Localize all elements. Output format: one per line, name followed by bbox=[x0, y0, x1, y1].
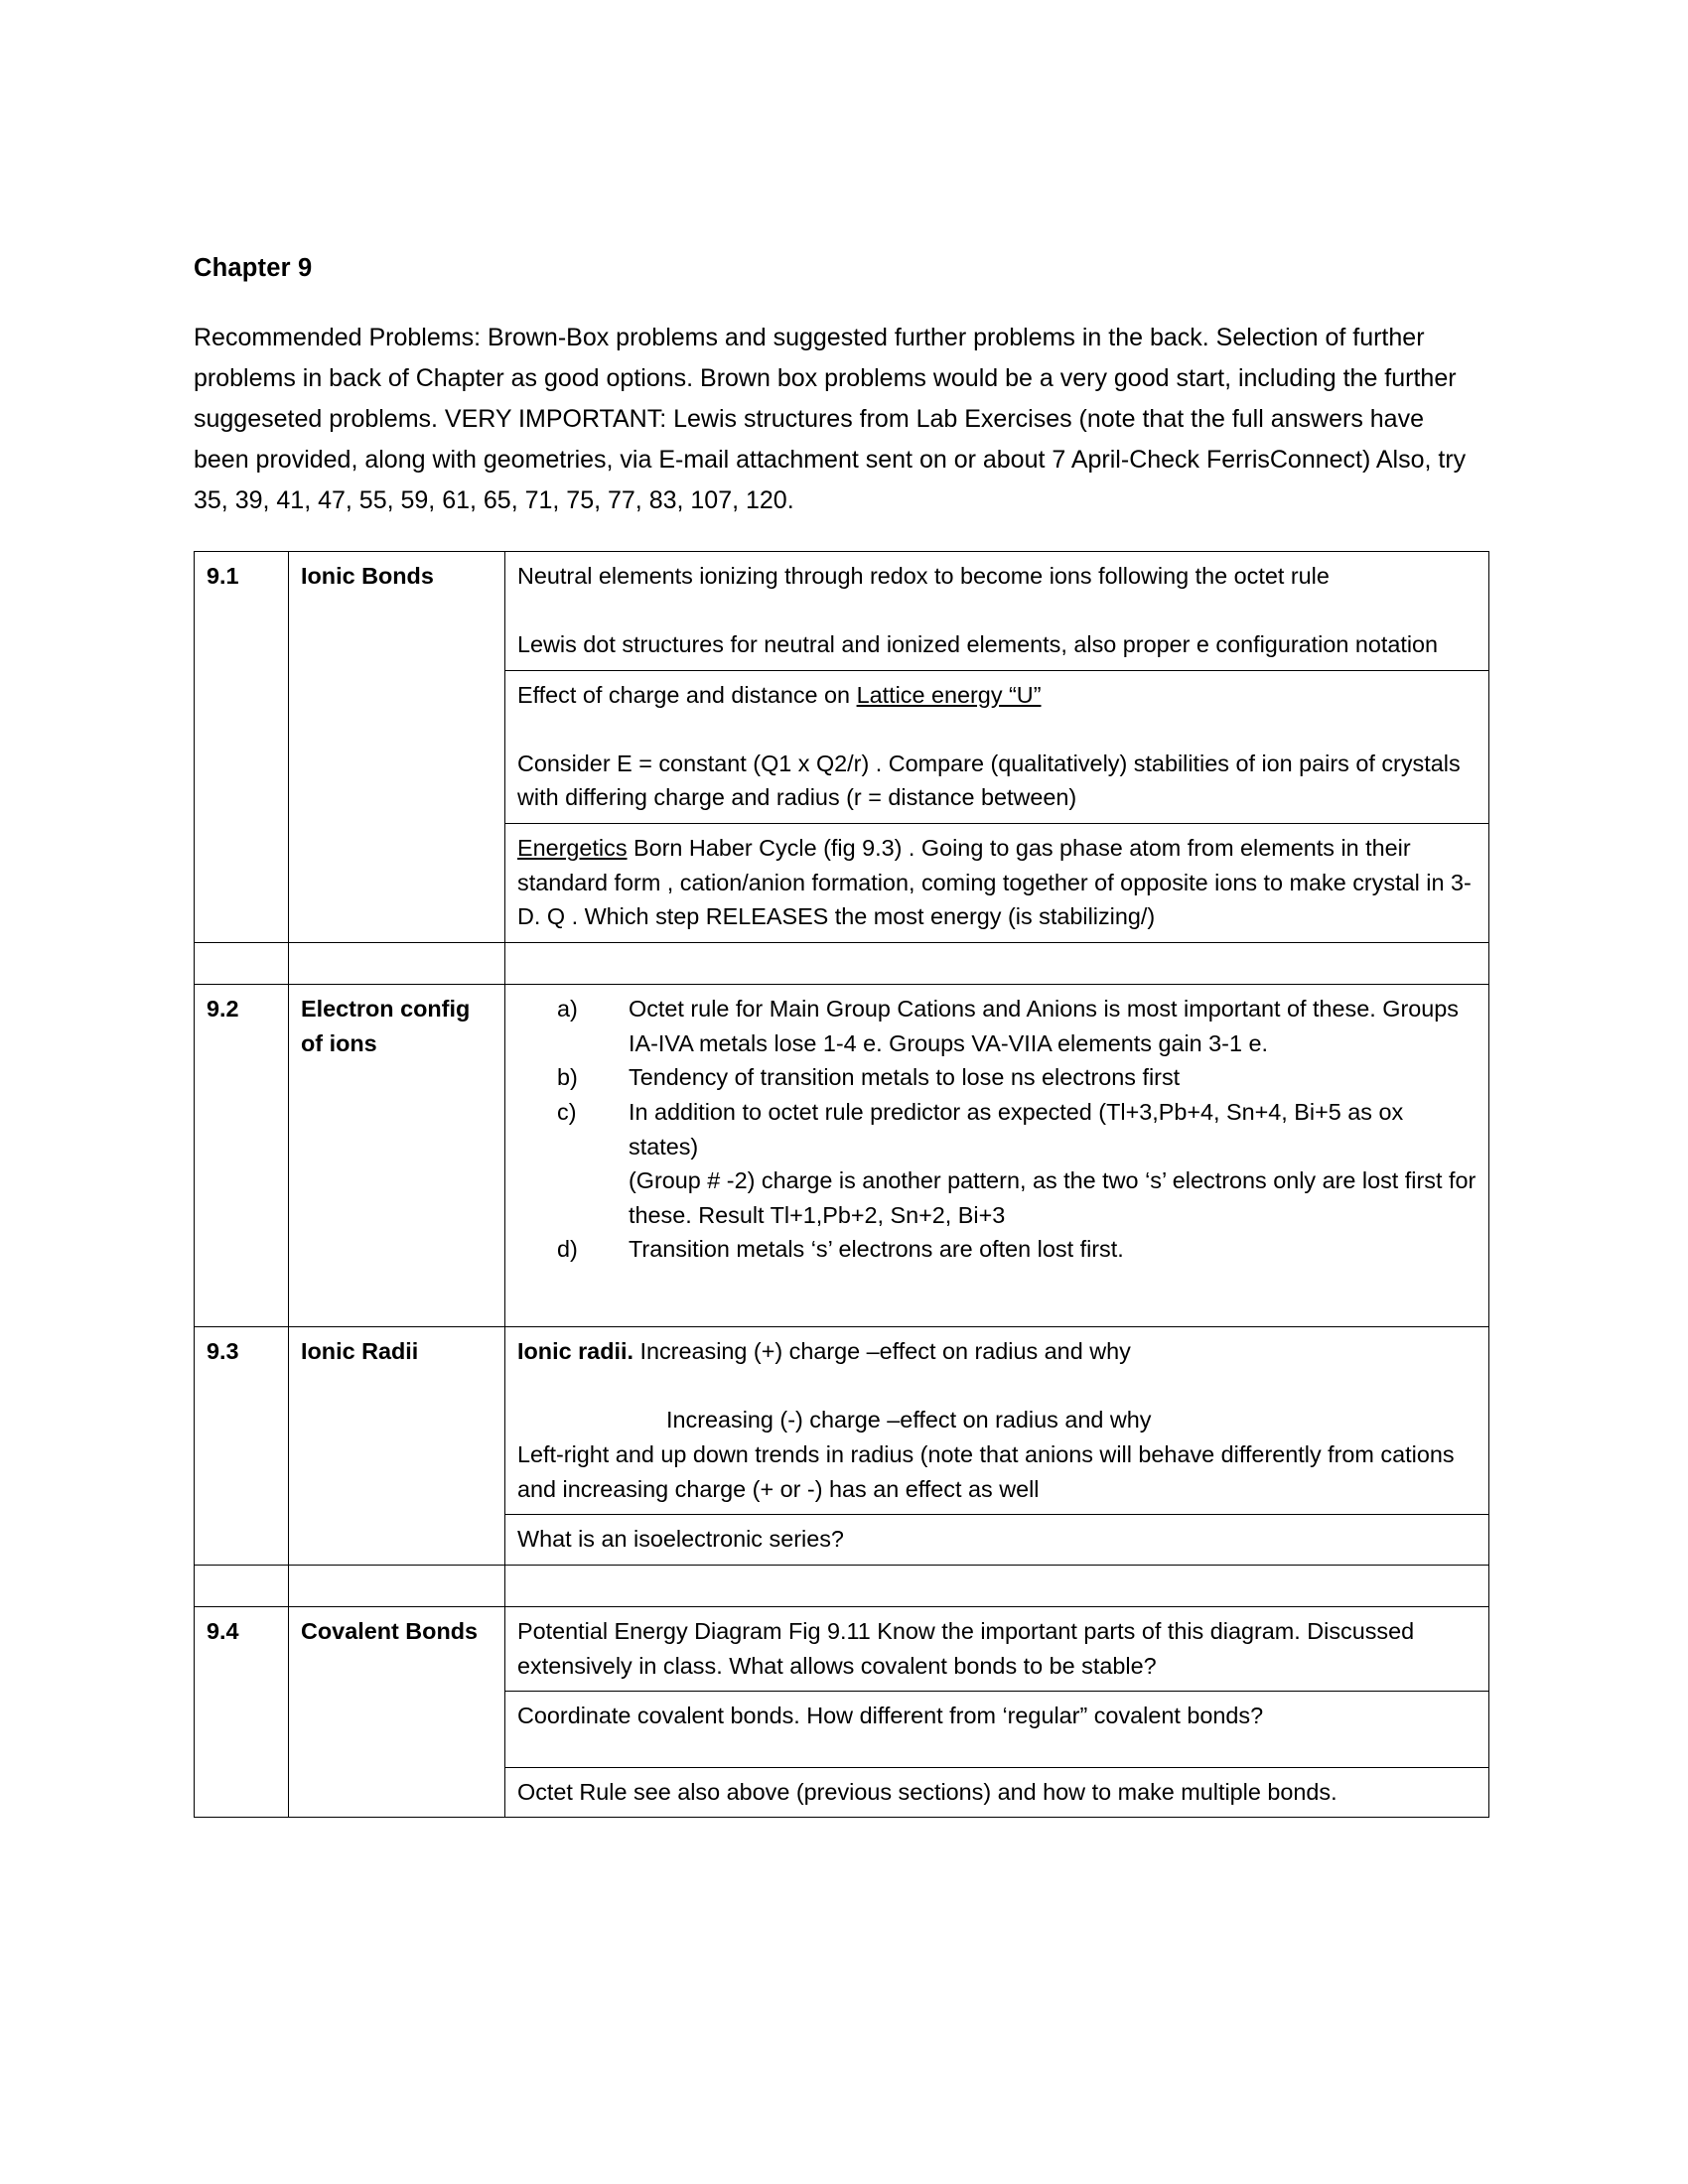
section-topic-9-3: Ionic Radii bbox=[289, 1327, 505, 1566]
lettered-list bbox=[517, 992, 1478, 1267]
list-item-text: Tendency of transition metals to lose ns electrons first bbox=[629, 1064, 1181, 1091]
table-spacer-row bbox=[195, 942, 1489, 984]
ionic-radii-line1: Increasing (+) charge –effect on radius and why bbox=[633, 1338, 1131, 1365]
list-item bbox=[557, 1095, 1478, 1233]
section-number-9-4: 9.4 bbox=[195, 1606, 289, 1818]
list-item-text: Transition metals ‘s’ electrons are often lost first. bbox=[629, 1236, 1124, 1263]
body-paragraph: Left-right and up down trends in radius (note that anions will behave differently from cations and increasing charge (+ or -) has an effect as well bbox=[517, 1441, 1455, 1502]
section-body-isoelectronic bbox=[505, 1515, 1489, 1566]
body-paragraph: What is an isoelectronic series? bbox=[517, 1526, 844, 1553]
list-item-subtext: (Group # -2) charge is another pattern, as the two ‘s’ electrons only are lost first for these. Result Tl+1,Pb+2, Sn+2, Bi+3 bbox=[629, 1167, 1477, 1228]
ionic-radii-bold-lead: Ionic radii. bbox=[517, 1338, 633, 1365]
body-paragraph bbox=[517, 1403, 1478, 1437]
section-body-energetics bbox=[505, 824, 1489, 943]
section-body-lattice-energy bbox=[505, 670, 1489, 824]
section-topic-9-2: Electron config of ions bbox=[289, 984, 505, 1326]
energetics-underlined: Energetics bbox=[517, 835, 628, 862]
section-body-9-2 bbox=[505, 984, 1489, 1326]
table-row bbox=[195, 1327, 1489, 1515]
empty-cell bbox=[505, 1565, 1489, 1606]
chapter-outline-table bbox=[194, 551, 1489, 1819]
table-row bbox=[195, 984, 1489, 1326]
energetics-rest: Born Haber Cycle (fig 9.3) . Going to gas phase atom from elements in their standard form , cation/anion formation, coming together of opposite ions to make crystal in 3-D. Q . Which step RELEASES the most energy (is stabilizing/) bbox=[517, 835, 1472, 930]
lattice-energy-underlined: Lattice energy “U” bbox=[856, 681, 1042, 708]
list-marker: a) bbox=[557, 995, 578, 1022]
section-number-9-3: 9.3 bbox=[195, 1327, 289, 1566]
body-paragraph bbox=[517, 831, 1478, 934]
intro-paragraph: Recommended Problems: Brown-Box problems and suggested further problems in the back. Selection of further problems in back of Chapter as good options. Brown box problems would be a very good start, including the further suggeseted problems. VERY IMPORTANT: Lewis structures from Lab Exercises (note that the full answers have been provided, along with geometries, via E-mail attachment sent on or about 7 April-Check FerrisConnect) Also, try 35, 39, 41, 47, 55, 59, 61, 65, 71, 75, 77, 83, 107, 120. bbox=[194, 323, 1467, 514]
section-body-9-1 bbox=[505, 551, 1489, 670]
section-topic-9-1: Ionic Bonds bbox=[289, 551, 505, 942]
section-body-coordinate-covalent: Coordinate covalent bonds. How different from ‘regular” covalent bonds? bbox=[505, 1692, 1489, 1768]
list-marker: c) bbox=[557, 1098, 577, 1125]
empty-cell bbox=[195, 1565, 289, 1606]
table-row bbox=[195, 551, 1489, 670]
list-marker: d) bbox=[557, 1236, 578, 1263]
body-paragraph bbox=[517, 1334, 1478, 1369]
list-marker: b) bbox=[557, 1064, 578, 1091]
section-body-9-4: Potential Energy Diagram Fig 9.11 Know the important parts of this diagram. Discussed extensively in class. What allows covalent bonds to be stable? bbox=[505, 1606, 1489, 1691]
body-paragraph: Neutral elements ionizing through redox to become ions following the octet rule bbox=[517, 562, 1330, 589]
list-item-text: Octet rule for Main Group Cations and Anions is most important of these. Groups IA-IVA metals lose 1-4 e. Groups VA-VIIA elements gain 3-1 e. bbox=[629, 995, 1459, 1056]
body-paragraph: Consider E = constant (Q1 x Q2/r) . Compare (qualitatively) stabilities of ion pairs of crystals with differing charge and radius (r = distance between) bbox=[517, 750, 1461, 811]
lattice-line-prefix: Effect of charge and distance on bbox=[517, 681, 857, 708]
section-body-9-3 bbox=[505, 1327, 1489, 1515]
page-title: Chapter 9 bbox=[194, 254, 313, 282]
table-spacer-row bbox=[195, 1565, 1489, 1606]
body-paragraph bbox=[517, 678, 1478, 713]
empty-cell bbox=[289, 1565, 505, 1606]
section-number-9-1: 9.1 bbox=[195, 551, 289, 942]
empty-cell bbox=[289, 942, 505, 984]
empty-cell bbox=[505, 942, 1489, 984]
list-item bbox=[557, 992, 1478, 1060]
table-row bbox=[195, 1606, 1489, 1691]
list-item bbox=[557, 1232, 1478, 1267]
empty-cell bbox=[195, 942, 289, 984]
ionic-radii-line2: Increasing (-) charge –effect on radius and why bbox=[666, 1407, 1152, 1433]
list-item-text: In addition to octet rule predictor as expected (Tl+3,Pb+4, Sn+4, Bi+5 as ox states) bbox=[629, 1098, 1404, 1160]
list-item bbox=[557, 1060, 1478, 1095]
section-topic-9-4: Covalent Bonds bbox=[289, 1606, 505, 1818]
section-number-9-2: 9.2 bbox=[195, 984, 289, 1326]
section-body-octet-rule: Octet Rule see also above (previous sections) and how to make multiple bonds. bbox=[505, 1767, 1489, 1818]
body-paragraph: Lewis dot structures for neutral and ionized elements, also proper e configuration notation bbox=[517, 630, 1439, 657]
